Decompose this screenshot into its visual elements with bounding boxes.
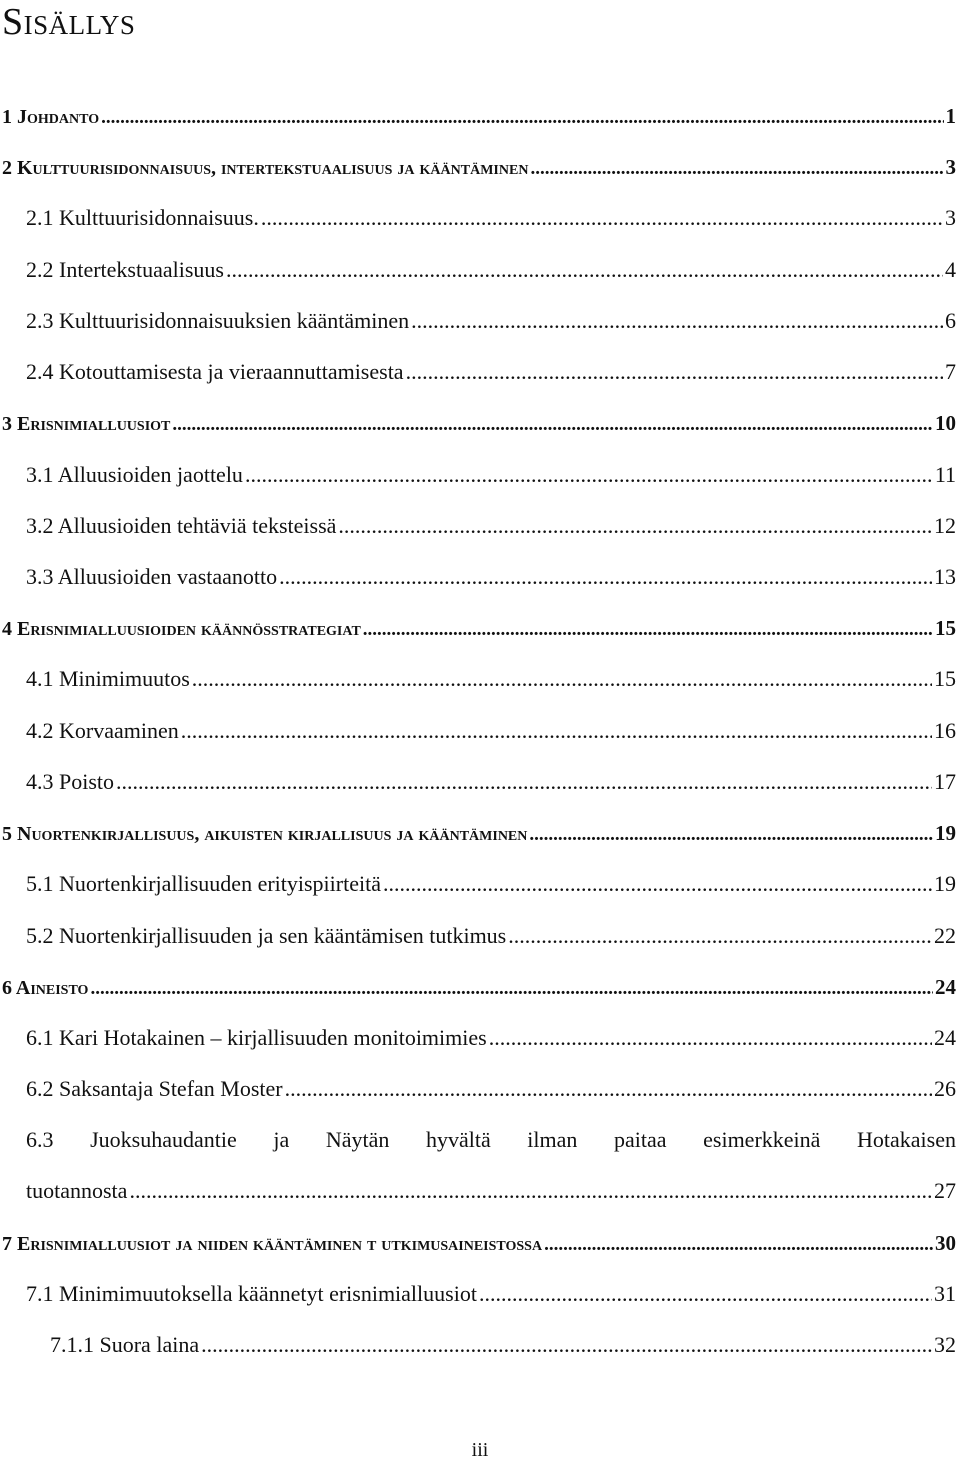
toc-entry-text: 5 Nuortenkirjallisuus, aikuisten kirjallisuus ja kääntäminen xyxy=(2,823,528,845)
toc-entry-text: 3 Erisnimialluusiot xyxy=(2,413,171,435)
toc-entry[interactable] xyxy=(2,408,956,438)
toc-entry[interactable] xyxy=(26,460,956,490)
toc-entry[interactable] xyxy=(26,357,956,387)
toc-entry[interactable] xyxy=(2,818,956,848)
leader-dots xyxy=(101,103,943,133)
toc-entry-text: 6 Aineisto xyxy=(2,977,89,999)
toc-entry-text: 7.1.1 Suora laina xyxy=(50,1332,200,1357)
toc-entry[interactable] xyxy=(26,511,956,541)
toc-entry-wrapped-line[interactable] xyxy=(26,1125,956,1155)
toc-entry[interactable] xyxy=(2,613,956,643)
toc-entry-page: 13 xyxy=(934,564,956,589)
toc-entry-text: 3.3 Alluusioiden vastaanotto xyxy=(26,564,278,589)
toc-entry[interactable] xyxy=(26,716,956,746)
toc-entry-text: 7.1 Minimimuutoksella käännetyt erisnimialluusiot xyxy=(26,1281,477,1306)
toc-entry-page: 3 xyxy=(945,205,956,230)
toc-entry-text: 1 Johdanto xyxy=(2,106,100,128)
toc-entry-page: 24 xyxy=(935,975,956,999)
leader-dots xyxy=(530,154,943,184)
toc-entry[interactable] xyxy=(26,203,956,233)
toc-entry-page: 11 xyxy=(934,462,956,487)
leader-dots xyxy=(116,767,932,797)
toc-entry-page: 16 xyxy=(934,718,956,743)
toc-entry-text: 2.2 Intertekstuaalisuus xyxy=(26,257,224,282)
toc-entry-page: 4 xyxy=(945,257,956,282)
leader-dots xyxy=(192,664,932,694)
leader-dots xyxy=(544,1230,933,1260)
leader-dots xyxy=(338,511,932,541)
toc-entry-text: 4.3 Poisto xyxy=(26,769,115,794)
toc-entry-text: 6.3 Juoksuhaudantie ja Näytän hyvältä ilman paitaa esimerkkeinä Hotakaisen xyxy=(26,1127,956,1152)
toc-entry-text: 2.4 Kotouttamisesta ja vieraannuttamisesta xyxy=(26,359,404,384)
leader-dots xyxy=(90,974,933,1004)
toc-entry-text: 2.1 Kulttuurisidonnaisuus. xyxy=(26,205,259,230)
leader-dots xyxy=(479,1279,932,1309)
toc-entry[interactable] xyxy=(26,306,956,336)
leader-dots xyxy=(363,615,933,645)
leader-dots xyxy=(129,1176,932,1206)
toc-entry-page: 31 xyxy=(934,1281,956,1306)
leader-dots xyxy=(172,410,933,440)
leader-dots xyxy=(383,869,932,899)
toc-entry-page: 30 xyxy=(935,1231,956,1255)
toc-entry-text: 6.1 Kari Hotakainen – kirjallisuuden monitoimimies xyxy=(26,1025,487,1050)
leader-dots xyxy=(245,460,933,490)
toc-entry-text: tuotannosta xyxy=(26,1178,128,1203)
leader-dots xyxy=(201,1330,932,1360)
toc-entry[interactable] xyxy=(26,869,956,899)
toc-entry[interactable] xyxy=(2,152,956,182)
toc-entry[interactable] xyxy=(26,1074,956,1104)
toc-entry[interactable] xyxy=(50,1330,956,1360)
toc-entry-text: 3.2 Alluusioiden tehtäviä teksteissä xyxy=(26,513,337,538)
toc-entry-text: 5.2 Nuortenkirjallisuuden ja sen kääntämisen tutkimus xyxy=(26,923,507,948)
toc-entry-page: 1 xyxy=(945,104,956,128)
leader-dots xyxy=(181,716,932,746)
toc-entry-page: 7 xyxy=(945,359,956,384)
toc-entry-page: 32 xyxy=(934,1332,956,1357)
toc-entry-text: 2.3 Kulttuurisidonnaisuuksien kääntäminen xyxy=(26,308,410,333)
toc-entry-text: 3.1 Alluusioiden jaottelu xyxy=(26,462,243,487)
toc-entry[interactable] xyxy=(26,562,956,592)
page-number: iii xyxy=(471,1439,489,1461)
toc-entry-page: 27 xyxy=(934,1178,956,1203)
toc-entry-page: 22 xyxy=(934,923,956,948)
toc-entry-page: 12 xyxy=(934,513,956,538)
leader-dots xyxy=(226,255,943,285)
page-title: Sisällys xyxy=(2,1,136,43)
toc-entry[interactable] xyxy=(2,1228,956,1258)
toc-entry[interactable] xyxy=(26,1279,956,1309)
toc-entry-page: 10 xyxy=(935,411,956,435)
toc-entry-page: 24 xyxy=(934,1025,956,1050)
toc-entry-page: 26 xyxy=(934,1076,956,1101)
leader-dots xyxy=(285,1074,932,1104)
toc-entry-page: 19 xyxy=(934,871,956,896)
leader-dots xyxy=(279,562,932,592)
toc-entry-text: 5.1 Nuortenkirjallisuuden erityispiirteitä xyxy=(26,871,381,896)
toc-entry-page: 15 xyxy=(935,616,956,640)
toc-entry[interactable] xyxy=(2,101,956,131)
leader-dots xyxy=(489,1023,932,1053)
toc-entry-page: 17 xyxy=(934,769,956,794)
leader-dots xyxy=(406,357,943,387)
toc-entry[interactable] xyxy=(26,767,956,797)
toc-entry-page: 15 xyxy=(934,666,956,691)
leader-dots xyxy=(508,921,932,951)
leader-dots xyxy=(261,203,943,233)
toc-entry-text: 4.2 Korvaaminen xyxy=(26,718,179,743)
toc-entry-text: 4.1 Minimimuutos xyxy=(26,666,190,691)
toc-entry-page: 19 xyxy=(935,821,956,845)
leader-dots xyxy=(411,306,943,336)
toc-entry-text: 7 Erisnimialluusiot ja niiden kääntäminen t utkimusaineistossa xyxy=(2,1233,543,1255)
toc-entry-text: 2 Kulttuurisidonnaisuus, intertekstuaalisuus ja kääntäminen xyxy=(2,157,529,179)
toc-entry-page: 6 xyxy=(945,308,956,333)
toc-entry-text: 6.2 Saksantaja Stefan Moster xyxy=(26,1076,283,1101)
toc-entry[interactable] xyxy=(2,972,956,1002)
leader-dots xyxy=(529,820,933,850)
toc-entry-text: 4 Erisnimialluusioiden käännösstrategiat xyxy=(2,618,361,640)
toc-entry[interactable] xyxy=(26,1176,956,1206)
toc-entry[interactable] xyxy=(26,255,956,285)
toc-entry-page: 3 xyxy=(945,155,956,179)
toc-entry[interactable] xyxy=(26,921,956,951)
toc-entry[interactable] xyxy=(26,664,956,694)
toc-entry[interactable] xyxy=(26,1023,956,1053)
